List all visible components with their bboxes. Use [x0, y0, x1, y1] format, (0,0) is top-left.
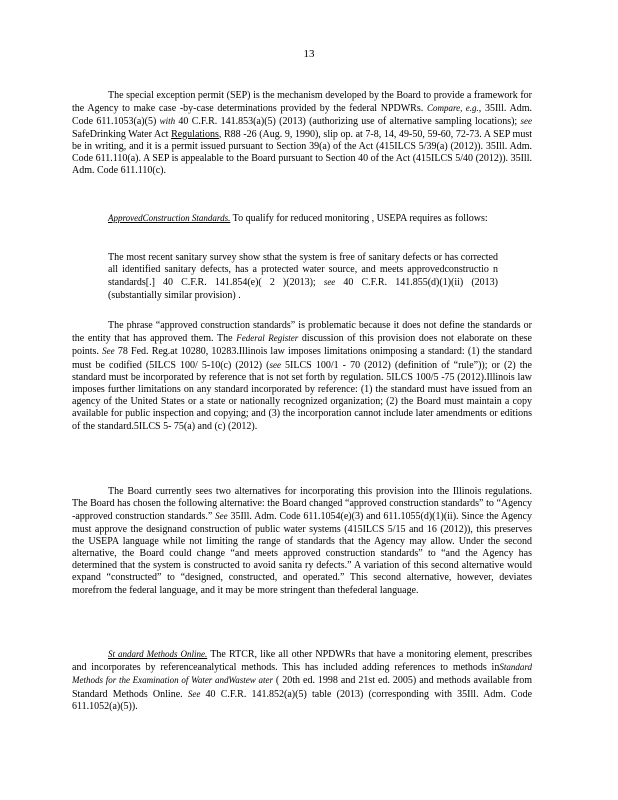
text: discussion of this provision does not elaborate on these points. — [72, 333, 532, 358]
citation-italic: Federal Register — [236, 333, 299, 344]
text: The special exception permit (SEP) is the mechanism developed by the Board to provide a framework for the Agency to make case -by-case determinations provided by the federal NPDWRs. — [72, 90, 532, 115]
text: 40 C.F.R. 141.852(a)(5) table (2013) (corresponding with 35Ill. Adm. Code 611.1052(a)(5)). — [72, 688, 533, 712]
paragraph-board-alternatives — [72, 486, 532, 597]
block-quote — [108, 252, 498, 302]
signal-italic: see — [520, 116, 532, 127]
text: , R88 -26 (Aug. 9, 1990), slip op. at 7-8, 14, 49-50, 59-60, 72-73. A SEP must be in writing, and it is a permit issued pursuant to Section 39(a) of the Act (415ILCS 5/39(a) (2012)). 35Ill. Adm. Code 611.110(a). A SEP is appealable to the Board pursuant to Section 40 of the Act (415ILCS 5/40 (2012)). 35Ill. Adm. Code 611.110(c). — [72, 128, 532, 177]
paragraph-approved-construction — [72, 212, 532, 225]
paragraph-special-exception-permit — [72, 90, 532, 177]
text: The Board currently sees two alternatives for incorporating this provision into the Illinois regulations. The Board has chosen the following alternative: the Board changed “approved construction standards” to “Agency -approved construction standards.” — [72, 486, 532, 523]
signal-italic: see — [269, 359, 281, 370]
text: To qualify for reduced monitoring , USEPA requires as follows: — [230, 213, 488, 224]
signal-italic: Compare, e.g. — [426, 103, 479, 114]
text: 35Ill. Adm. Code 611.1054(e)(3) and 611.1055(d)(1)(ii). Since the Agency must approve the designand construction of public water systems (415ILCS 5/15 and 16 (2012)), this preserves the USEPA language while not limiting the range of standards that the Agency may allow. Under the second alternative, the Board could change “and meets approved construction standards” to “and the Agency has determined that the system is constructed to avoid sanita ry defects.” A variation of this second alternative would expand “constructed” to “designed, constructed, and operated.” This second alternative, however, deviates morefrom the federal language, and it may be more stringent than thefederal language. — [72, 511, 532, 596]
text: 5ILCS 100/1 - 70 (2012) (definition of “rule”)); or (2) the standard must be incorporated by reference that is not set forth by regulation. 5ILCS 100/5 -75 (2012).Illinois law imposes further limitations on any standard incorporated by reference: (1) the standard must have issued from an agency of the United States or a state or nationally recognized organization; (2) the Board must maintain a copy available for public inspection and copying; and (3) the incorporation cannot include later amendments or editions of the standard.5ILCS 5- 75(a) and (c) (2012). — [72, 359, 532, 432]
citation-italic: Standard Methods for the Examination of Water andWastew ater — [72, 662, 532, 686]
signal-italic: see — [323, 277, 336, 288]
text: The RTCR, like all other NPDWRs that have a monitoring element, prescribes and incorporates by referenceanalytical methods. This has included adding references to methods in — [72, 649, 532, 674]
text: , 35Ill. Adm. Code 611.1053(a)(5) — [72, 103, 532, 128]
text: The most recent sanitary survey show sthat the system is free of sanitary defects or has corrected all identified sanitary defects, has a protected water source, and meets approvedconstructio n standards[.] 40 C.F.R. 141.854(e)( 2 )(2013); — [108, 252, 498, 289]
text: 40 C.F.R. 141.853(a)(5) (2013) (authorizing use of alternative sampling locations); — [175, 116, 521, 128]
signal-italic: See — [102, 346, 115, 357]
signal-italic: See — [187, 688, 201, 699]
paragraph-standard-methods-online — [72, 648, 532, 713]
text: ( 20th ed. 1998 and 21st ed. 2005) and methods available from Standard Methods Online. — [72, 675, 533, 700]
section-heading: St andard Methods Online. — [108, 649, 208, 659]
text: 40 C.F.R. 141.855(d)(1)(ii) (2013) (substantially similar provision) . — [108, 277, 498, 301]
section-heading: ApprovedConstruction Standards. — [108, 213, 231, 223]
citation-underlined: Regulations — [171, 128, 219, 140]
text: The phrase “approved construction standards” is problematic because it does not define the standards or the entity that has approved them. The — [72, 320, 532, 345]
text: 78 Fed. Reg.at 10280, 10283.Illinois law imposes limitations onimposing a standard: (1) the standard must be codified (5ILCS 100/ 5-10(c) (2012) ( — [72, 346, 532, 371]
page-number: 13 — [303, 48, 315, 60]
text: SafeDrinking Water Act — [72, 128, 172, 140]
signal-italic: See — [215, 511, 228, 522]
paragraph-approved-construction-standards — [72, 320, 532, 433]
signal-italic: with — [159, 116, 176, 127]
